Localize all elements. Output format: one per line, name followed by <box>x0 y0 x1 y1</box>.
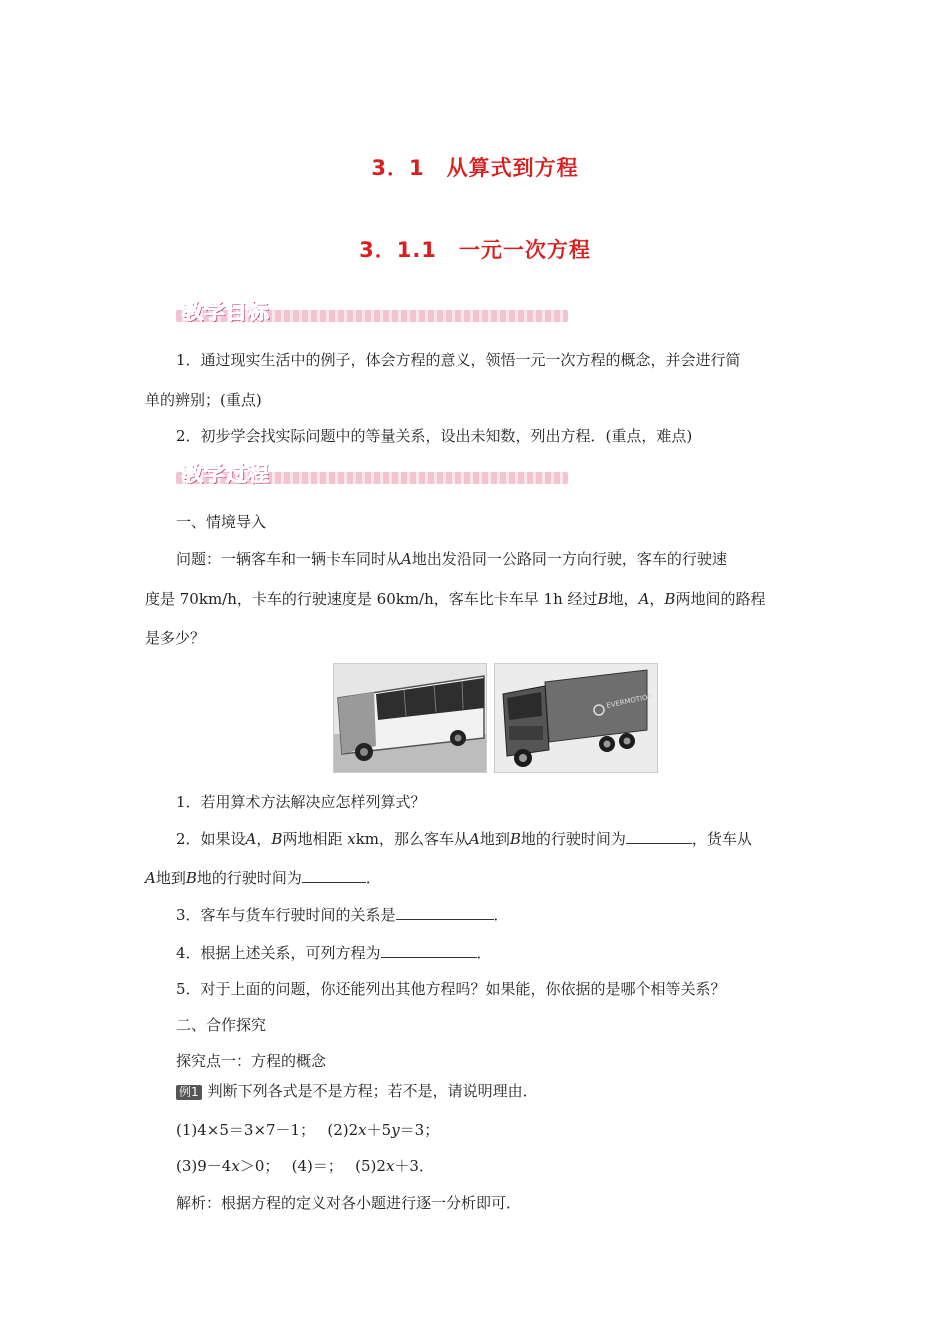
question-5: 5．对于上面的问题，你还能列出其他方程吗？如果能，你依据的是哪个相等关系？ <box>176 980 726 998</box>
question-4: 4．根据上述关系，可列方程为 ． <box>176 944 492 962</box>
answer-blank[interactable] <box>626 829 692 844</box>
truck-image <box>494 663 658 773</box>
example-items-line-2: (3)9－4x＞0； (4)＝； (5)2x＋3． <box>176 1157 434 1175</box>
example-1: 例1 判断下列各式是不是方程；若不是，请说明理由． <box>176 1081 841 1101</box>
main-title: 3．1 从算式到方程 <box>371 156 579 180</box>
question-3: 3．客车与货车行驶时间的关系是 ． <box>176 906 509 924</box>
goal-1-line-1: 1．通过现实生活中的例子，体会方程的意义，领悟一元一次方程的概念，并会进行简 <box>176 351 741 369</box>
goal-1-line-2: 单的辨别；(重点) <box>145 391 262 409</box>
answer-blank[interactable] <box>381 943 477 958</box>
question-2-line-2: A地到B地的行驶时间为 ． <box>145 869 381 887</box>
problem-line-2: 度是 70km/h，卡车的行驶速度是 60km/h，客车比卡车早 1h 经过B地，A，B两地间的路程 <box>145 590 766 608</box>
goals-banner <box>176 296 568 330</box>
truck-illustration <box>495 664 657 772</box>
analysis: 解析：根据方程的定义对各小题进行逐一分析即可． <box>176 1194 522 1212</box>
bus-illustration <box>334 664 486 772</box>
banner-label: 教学目标 <box>182 300 270 324</box>
truck-logo-text: EVERMOTION <box>605 692 654 710</box>
question-1: 1．若用算术方法解决应怎样列算式？ <box>176 793 426 811</box>
question-2-line-1: 2．如果设A，B两地相距 xkm，那么客车从A地到B地的行驶时间为 ，货车从 <box>176 830 752 848</box>
banner-label: 教学过程 <box>182 462 270 486</box>
answer-blank[interactable] <box>396 905 494 920</box>
goal-2: 2．初步学会找实际问题中的等量关系，设出未知数，列出方程．(重点，难点) <box>176 427 693 445</box>
problem-line-1: 问题：一辆客车和一辆卡车同时从A地出发沿同一公路同一方向行驶，客车的行驶速 <box>176 550 727 568</box>
exploration-point-1: 探究点一：方程的概念 <box>176 1052 327 1070</box>
example-tag: 例1 <box>176 1085 202 1100</box>
section-1-heading: 一、情境导入 <box>176 513 267 531</box>
answer-blank[interactable] <box>302 868 366 883</box>
sub-title: 3．1.1 一元一次方程 <box>359 238 591 262</box>
example-items-line-1: (1)4×5＝3×7－1； (2)2x＋5y＝3； <box>176 1121 440 1139</box>
process-banner <box>176 458 568 492</box>
bus-image <box>333 663 487 773</box>
problem-line-3: 是多少？ <box>145 629 206 647</box>
section-2-heading: 二、合作探究 <box>176 1016 267 1034</box>
